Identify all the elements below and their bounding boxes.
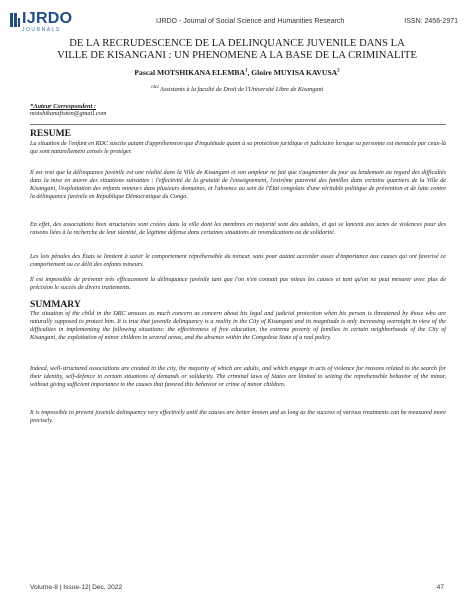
divider-top [30, 124, 446, 125]
resume-paragraph-1: La situation de l'enfant en RDC suscite autant d'appréhension que d'inquiétude quant à sa protection juridique et judiciaire lorsque sa personne est menacée par ceux-là qui sont naturellement censés le protéger. [30, 141, 446, 155]
affiliation [30, 84, 444, 93]
issn-label: ISSN: 2456-2971 [404, 18, 458, 25]
logo-text: IJRDO [22, 10, 73, 27]
footer-page-number: 47 [436, 584, 444, 591]
resume-paragraph-4: Les lois pénales des États se limitent à saisir le comportement répréhensible du mineur, sans pour autant accorder assez d'importance aux causes qui ont favorisé ce comportement ou ce délit des enfants mineurs. [30, 254, 446, 268]
corresponding-email[interactable]: motshikanafiston@gmail.com [30, 110, 107, 117]
page-header [10, 8, 464, 40]
summary-heading: SUMMARY [30, 299, 81, 310]
author-2-sup: 2 [337, 68, 340, 74]
paper-title [30, 38, 444, 62]
corresponding-author [30, 103, 450, 117]
authors-line [30, 68, 444, 77]
summary-paragraph-3: It is impossible to prevent juvenile delinquency very effectively until the causes are better known and as long as the success of various treatments can be measured more precisely. [30, 410, 446, 424]
journal-logo [10, 10, 80, 36]
resume-heading: RESUME [30, 128, 72, 139]
resume-paragraph-3: En effet, des associations bien structurées sont créées dans la ville dont les membres en majorité sont des adultes, et qui se lancent aux actes de violences pour des raisons liées à la recherche de leur identité, de légitime défense dans certaines situations de revendications ou de solidarité. [30, 222, 446, 236]
affiliation-sup: 1&2 [150, 84, 159, 89]
footer-volume: Volume-8 | Issue-12| Dec, 2022 [30, 584, 123, 591]
resume-paragraph-5: Il est impossible de prévenir très efficacement la délinquance juvénile tant que l'on n'en connait pas mieux les causes et tant qu'on ne peut mesurer avec plus de précision le succès de divers traitements. [30, 277, 446, 291]
journal-name: IJRDO - Journal of Social Science and Humanities Research [156, 18, 345, 25]
summary-paragraph-2: Indeed, well-structured associations are created in the city, the majority of which are adults, and which engage in acts of violence for reasons related to the search for their identity, self-defence in certain situations of demands or solidarity. The criminal laws of States are limited to seizing the reprehensible behavior of the minor, without giving sufficient importance to the causes that favored this behavior or crime of minor children. [30, 366, 446, 388]
logo-mark-icon [10, 13, 20, 27]
author-separator: , [247, 68, 252, 77]
title-line-1: DE LA RECRUDESCENCE DE LA DELINQUANCE JUVENILE DANS LA [69, 38, 405, 49]
affiliation-text: Assistants à la faculté de Droit de l'Université Libre de Kisangani [160, 86, 324, 94]
resume-paragraph-2: Il est vrai que la délinquance juvénile est une réalité dans la Ville de Kisangani et son ampleur ne fait que s'augmenter du jour au lendemain au regard des difficultés dans la mise en œuvre des situations suivantes : l'effectivité de la gratuité de l'enseignement, l'extrême pauvreté des familles dans certains quartiers de la Ville de Kisangani, l'exploitation des enfants mineurs dans plusieurs domaines, et l'absence au sein de l'État congolais d'une véritable politique de prévention et de lutte contre la délinquance juvénile en République Démocratique du Congo. [30, 170, 446, 200]
author-1: Pascal MOTSHIKANA ELEMBA [134, 68, 245, 77]
logo-subtext: JOURNALS [22, 27, 61, 33]
title-line-2: VILLE DE KISANGANI : UN PHENOMENE A LA BASE DE LA CRIMINALITE [57, 50, 417, 61]
summary-paragraph-1: The situation of the child in the DRC arouses as much concern as concern about his legal and judicial protection when his person is threatened by those who are naturally supposed to protect him. It is true that juvenile delinquency is a reality in the City of Kisangani and its magnitude is only increasing overnight in view of the difficulties in implementing the following situations: the effectiveness of free education, the extreme poverty of families in certain neighborhoods of the City of Kisangani, the exploitation of minor children in several areas, and the absence within the Congolese State of a real policy. [30, 311, 446, 341]
author-2: Gloire MUYISA KAVUSA [251, 68, 338, 77]
corresponding-label: *Auteur Correspondent : [30, 103, 97, 110]
author-1-sup: 1 [244, 68, 248, 74]
